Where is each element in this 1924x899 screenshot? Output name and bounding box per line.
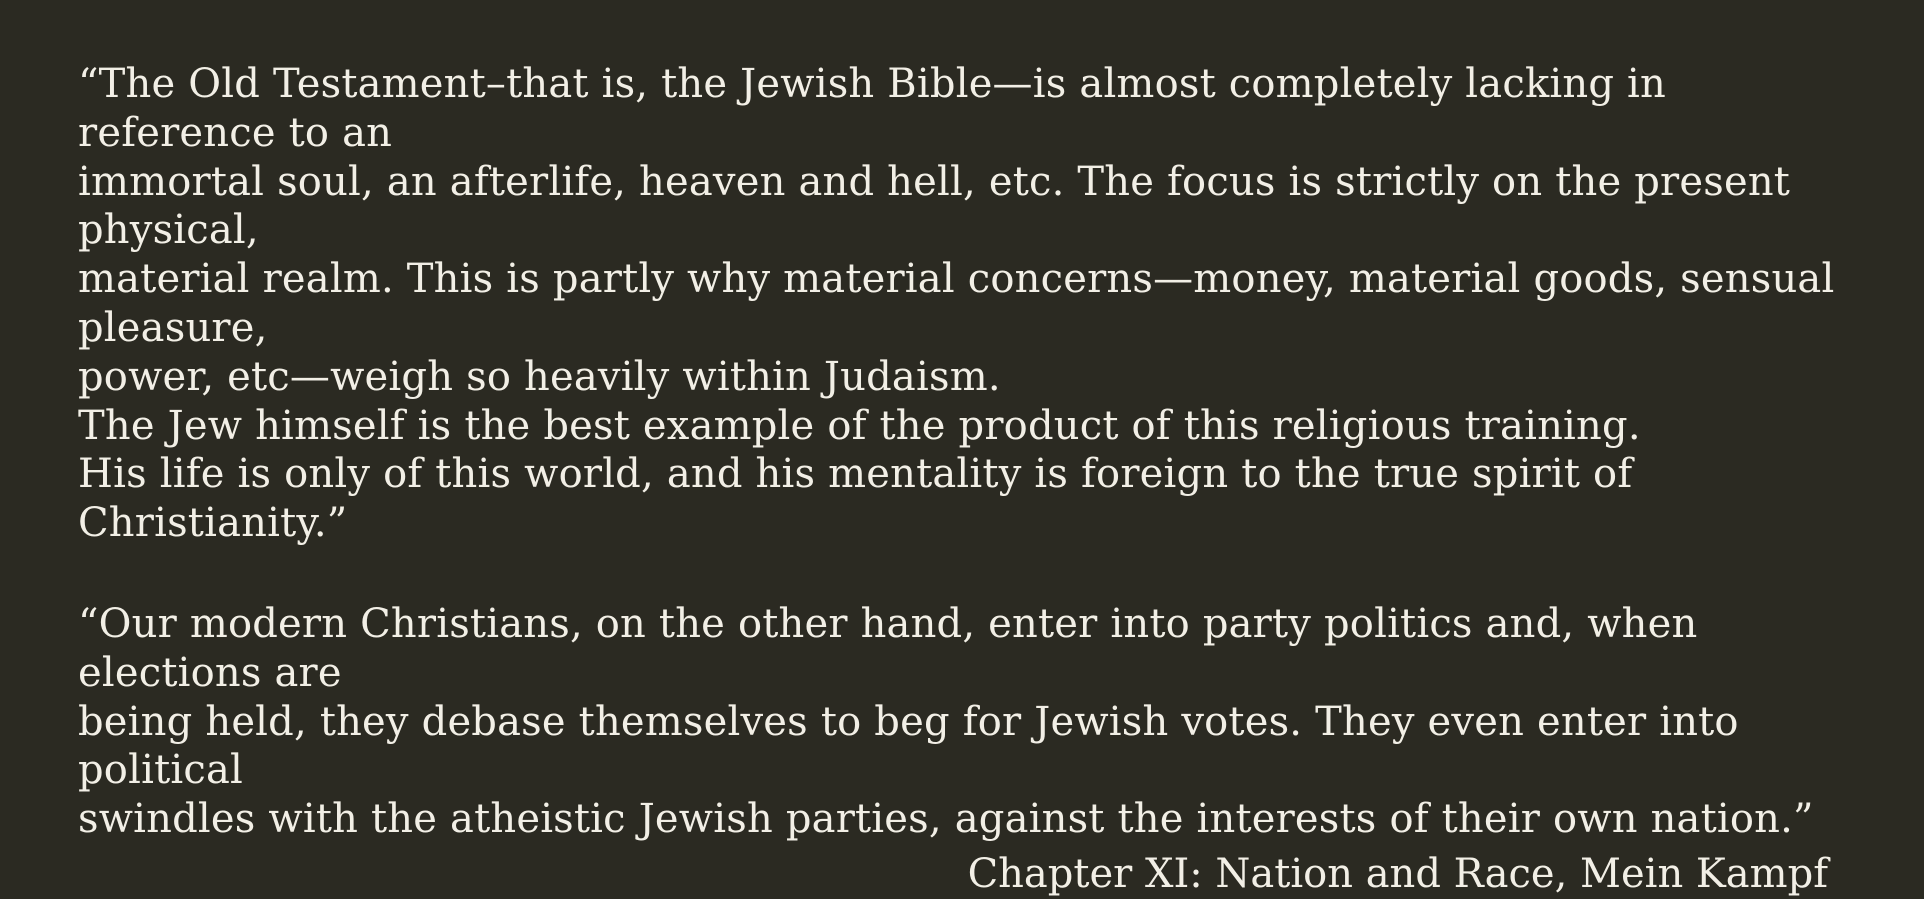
- quote-line: The Jew himself is the best example of the product of this religious training.: [78, 402, 1641, 449]
- quote-line: being held, they debase themselves to beg for Jewish votes. They even enter into political: [78, 698, 1752, 794]
- quote-line: His life is only of this world, and his mentality is foreign to the true spirit of Christianity.”: [78, 451, 1646, 547]
- quote-paragraph-one: [78, 60, 1848, 548]
- quote-line: immortal soul, an afterlife, heaven and hell, etc. The focus is strictly on the present physical,: [78, 158, 1803, 254]
- paragraph-spacer: [78, 548, 1844, 600]
- quote-line: “Our modern Christians, on the other hand, enter into party politics and, when elections are: [78, 600, 1711, 696]
- quote-block-one: [78, 60, 1848, 548]
- quote-block-two: [78, 600, 1844, 844]
- quote-line: power, etc—weigh so heavily within Judaism.: [78, 353, 1001, 400]
- quote-paragraph-two: [78, 600, 1844, 844]
- quote-line: swindles with the atheistic Jewish parties, against the interests of their own nation.”: [78, 796, 1814, 843]
- quote-line: “The Old Testament–that is, the Jewish Bible—is almost completely lacking in reference to an: [78, 61, 1679, 156]
- quote-line: material realm. This is partly why material concerns—money, material goods, sensual pleasure,: [78, 256, 1848, 351]
- quote-attribution: Chapter XI: Nation and Race, Mein Kampf: [967, 850, 1828, 897]
